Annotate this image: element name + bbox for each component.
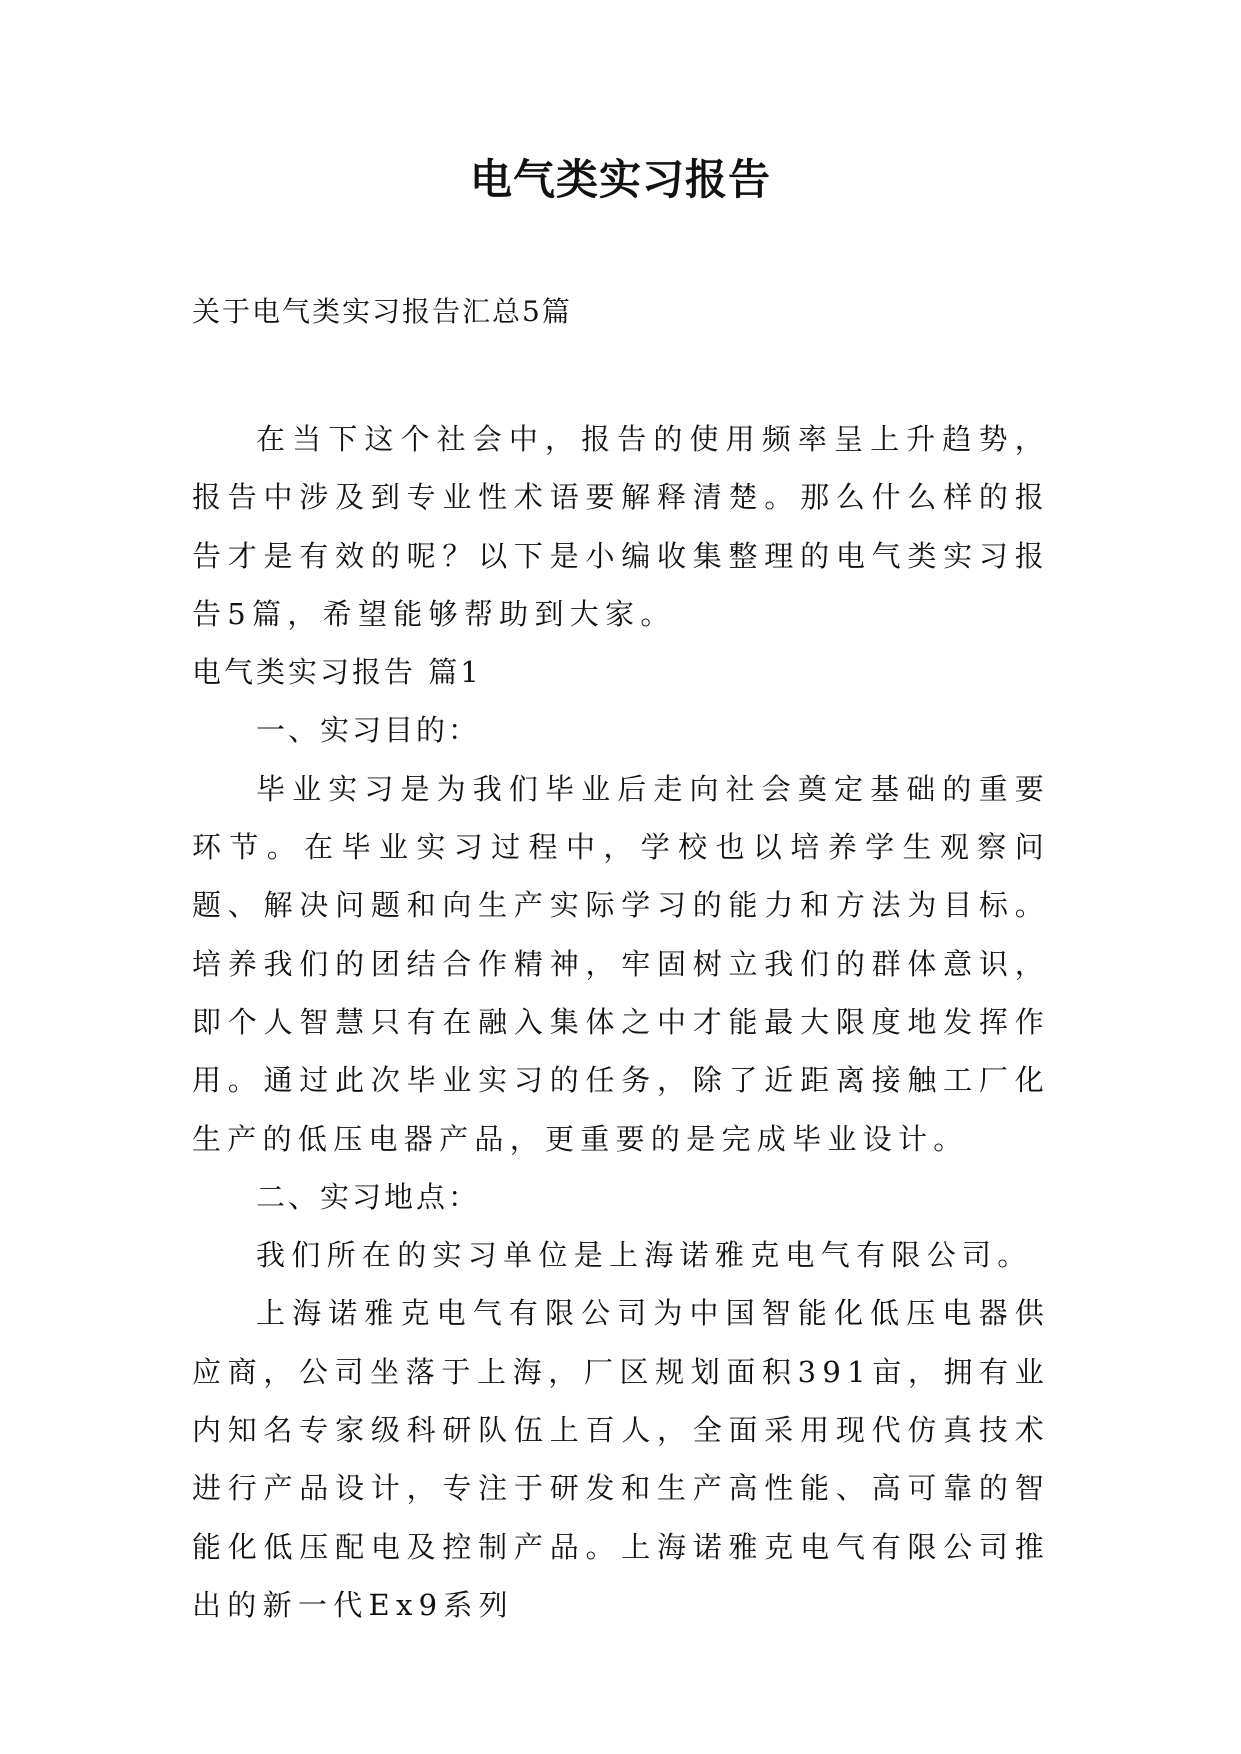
- document-subtitle: 关于电气类实习报告汇总5篇: [192, 295, 572, 328]
- document-body: [192, 410, 1050, 1634]
- location-paragraph: 我们所在的实习单位是上海诺雅克电气有限公司。: [256, 1238, 1033, 1273]
- purpose-heading: 一、实习目的：: [256, 713, 481, 748]
- purpose-paragraph: 毕业实习是为我们毕业后走向社会奠定基础的重要环节。在毕业实习过程中，学校也以培养学生观察问题、解决问题和向生产实际学习的能力和方法为目标。培养我们的团结合作精神，牢固树立我们的群体意识，即个人智慧只有在融入集体之中才能最大限度地发挥作用。通过此次毕业实习的任务，除了近距离接触工厂化生产的低压电器产品，更重要的是完成毕业设计。: [192, 771, 1050, 1156]
- intro-paragraph: 在当下这个社会中，报告的使用频率呈上升趋势，报告中涉及到专业性术语要解释清楚。那么什么样的报告才是有效的呢？以下是小编收集整理的电气类实习报告5篇，希望能够帮助到大家。: [192, 422, 1050, 631]
- company-paragraph: 上海诺雅克电气有限公司为中国智能化低压电器供应商，公司坐落于上海，厂区规划面积391亩，拥有业内知名专家级科研队伍上百人，全面采用现代仿真技术进行产品设计，专注于研发和生产高性能、高可靠的智能化低压配电及控制产品。上海诺雅克电气有限公司推出的新一代Ex9系列: [192, 1296, 1050, 1622]
- document-title: 电气类实习报告: [469, 155, 771, 204]
- section-heading: 电气类实习报告 篇1: [192, 655, 482, 690]
- location-heading: 二、实习地点：: [256, 1179, 481, 1214]
